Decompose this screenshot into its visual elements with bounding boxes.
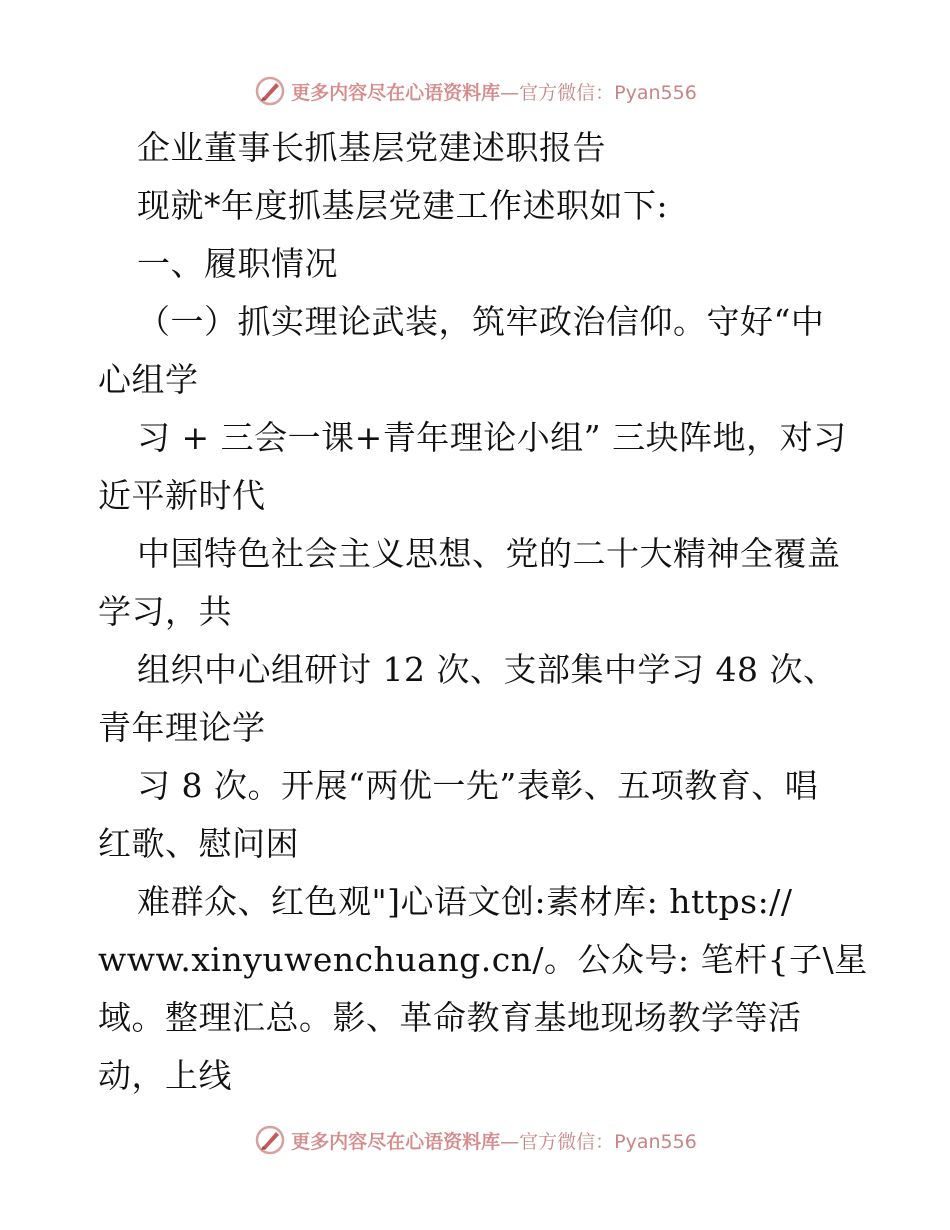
watermark-dash: — <box>500 81 520 104</box>
watermark-banner-top <box>0 71 950 111</box>
body-line: 习 8 次。开展“两优一先”表彰、五项教育、唱 <box>137 766 819 805</box>
body-line: 近平新时代 <box>98 476 266 515</box>
watermark-dash: — <box>500 1130 520 1153</box>
quill-logo-icon <box>253 1123 287 1157</box>
watermark-main-text: 更多内容尽在心语资料库 <box>291 81 501 104</box>
watermark-contact-text: 官方微信：Pyan556 <box>519 81 697 104</box>
body-line: 组织中心组研讨 12 次、支部集中学习 48 次、 <box>137 650 837 689</box>
body-line: 学习，共 <box>98 592 232 631</box>
body-line: 习 + 三会一课+青年理论小组” 三块阵地，对习 <box>137 418 847 457</box>
body-line: 中国特色社会主义思想、党的二十大精神全覆盖 <box>137 534 841 573</box>
body-line: 难群众、红色观"]心语文创:素材库: https:// <box>137 882 793 921</box>
body-line: 心组学 <box>98 360 199 399</box>
body-line: 青年理论学 <box>98 708 266 747</box>
quill-logo-icon <box>253 74 287 108</box>
body-line: 域。整理汇总。影、革命教育基地现场教学等活 <box>98 998 802 1037</box>
document-title: 企业董事长抓基层党建述职报告 <box>137 128 606 167</box>
body-line: www.xinyuwenchuang.cn/。公众号: 笔杆{子\星 <box>98 940 868 979</box>
watermark-contact-text: 官方微信：Pyan556 <box>519 1130 697 1153</box>
body-line: 红歌、慰问困 <box>98 824 299 863</box>
section-heading: 一、履职情况 <box>137 244 338 283</box>
body-line: 现就*年度抓基层党建工作述职如下: <box>137 186 669 225</box>
body-line: 动，上线 <box>98 1056 232 1095</box>
body-line: （一）抓实理论武装，筑牢政治信仰。守好“中 <box>137 302 825 341</box>
watermark-main-text: 更多内容尽在心语资料库 <box>291 1130 501 1153</box>
watermark-banner-bottom <box>0 1120 950 1160</box>
